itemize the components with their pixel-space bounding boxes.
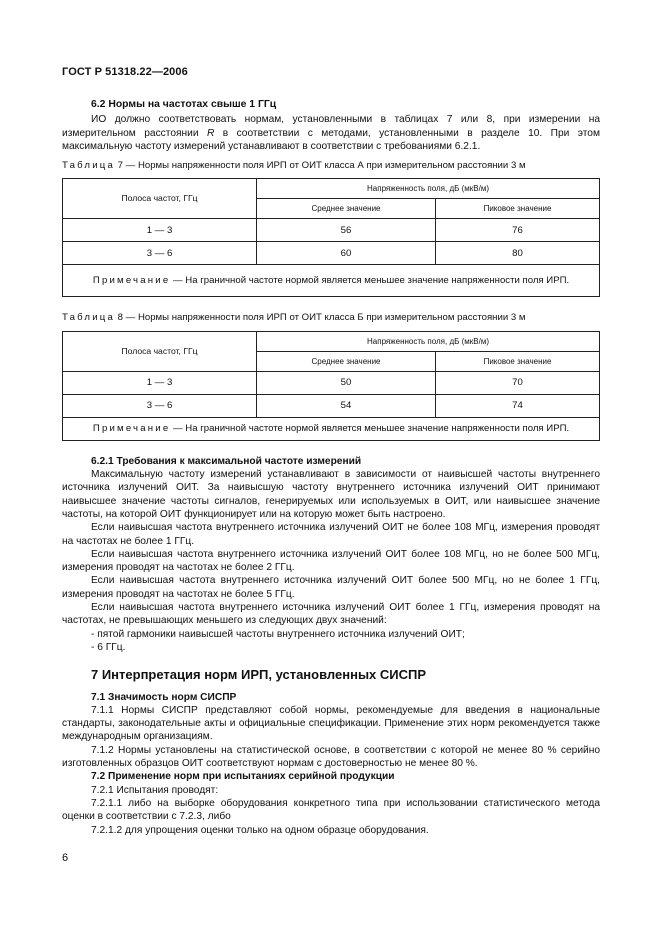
header-strength: Напряженность поля, дБ (мкВ/м) — [257, 331, 600, 351]
paragraph: Если наивысшая частота внутреннего источника излучений ОИТ более 1 ГГц, измерения проводят на частотах, не превышающих меньшего из следующих двух значений: — [62, 602, 600, 627]
table-8 — [62, 331, 600, 441]
cell-average: 56 — [257, 219, 436, 242]
note-label: Примечание — [92, 275, 171, 287]
header-peak: Пиковое значение — [436, 199, 600, 219]
cell-band: 1 — 3 — [63, 219, 257, 242]
table-title: 7 — Нормы напряженности поля ИРП от ОИТ класса А при измерительном расстоянии 3 м — [115, 160, 526, 172]
section-6-2-heading: 6.2 Нормы на частотах свыше 1 ГГц — [91, 99, 277, 110]
header-strength: Напряженность поля, дБ (мкВ/м) — [257, 179, 600, 199]
table-row — [63, 394, 600, 417]
cell-band: 1 — 3 — [63, 371, 257, 394]
paragraph: 7.1.1 Нормы СИСПР представляют собой нормы, рекомендуемые для введения в национальные стандарты, законодательные акты и официальные спецификации. Применение этих норм рекомендуется также международным организациям. — [62, 704, 600, 743]
table-7-caption — [62, 159, 600, 172]
cell-band: 3 — 6 — [63, 242, 257, 265]
table-title: 8 — Нормы напряженности поля ИРП от ОИТ класса Б при измерительном расстоянии 3 м — [115, 312, 526, 324]
paragraph-text-a: ИО должно соответствовать нормам, установленными в таблицах 7 или 8, при измерении на измерительном расстоянии — [62, 114, 600, 139]
section-7-heading: 7 Интерпретация норм ИРП, установленных СИСПР — [91, 667, 427, 683]
table-label: Таблица — [62, 312, 116, 324]
table-row — [63, 242, 600, 265]
section-6-2-1-heading: 6.2.1 Требования к максимальной частоте измерений — [91, 455, 362, 467]
table-7-note — [63, 265, 600, 297]
note-label: Примечание — [92, 423, 171, 435]
note-text: — На граничной частоте нормой является меньшее значение напряженности поля ИРП. — [170, 275, 570, 287]
paragraph: Если наивысшая частота внутреннего источника излучений ОИТ не более 108 МГц, измерения проводят на частотах не более 1 ГГц. — [62, 522, 600, 547]
cell-peak: 70 — [436, 371, 600, 394]
cell-peak: 76 — [436, 219, 600, 242]
distance-symbol: R — [206, 127, 215, 139]
paragraph: 7.2.1 Испытания проводят: — [91, 784, 219, 796]
cell-average: 54 — [257, 394, 436, 417]
note-text: — На граничной частоте нормой является меньшее значение напряженности поля ИРП. — [170, 423, 570, 435]
document-body — [62, 98, 600, 837]
table-8-note — [63, 417, 600, 440]
list-item: - 6 ГГц. — [91, 641, 126, 653]
cell-peak: 80 — [436, 242, 600, 265]
cell-band: 3 — 6 — [63, 394, 257, 417]
header-average: Среднее значение — [257, 351, 436, 371]
table-8-caption — [62, 311, 600, 324]
section-6-2-paragraph — [62, 113, 600, 153]
paragraph: Если наивысшая частота внутреннего источника излучений ОИТ более 108 МГц, но не более 500 МГц, измерения проводят на частотах не более 2 ГГц. — [62, 548, 600, 574]
paragraph: 7.1.2 Нормы установлены на статистической основе, в соответствии с которой не менее 80 % серийно изготовленных образцов ОИТ соответствуют нормам с достоверностью не менее 80 %. — [62, 744, 600, 770]
paragraph: Максимальную частоту измерений устанавливают в зависимости от наивысшей частоты внутреннего источника излучений ОИТ. За наивысшую частоту внутреннего источника излучений ОИТ принимают наивысшее значение частоты сигналов, генерируемых или используемых в ОИТ, или наивысшее значение частоты, на которой ОИТ функционирует или на которую может быть настроено. — [62, 469, 600, 520]
header-band: Полоса частот, ГГц — [63, 179, 257, 219]
cell-average: 60 — [257, 242, 436, 265]
paragraph: 7.2.1.1 либо на выборке оборудования конкретного типа при использовании статистического метода оценки в соответствии с 7.2.3, либо — [62, 797, 600, 823]
header-average: Среднее значение — [257, 199, 436, 219]
section-7-2-heading: 7.2 Применение норм при испытаниях серийной продукции — [91, 771, 395, 783]
cell-average: 50 — [257, 371, 436, 394]
table-row — [63, 371, 600, 394]
section-7-1-heading: 7.1 Значимость норм СИСПР — [91, 691, 237, 703]
cell-peak: 74 — [436, 394, 600, 417]
table-label: Таблица — [62, 160, 116, 172]
paragraph: Если наивысшая частота внутреннего источника излучений ОИТ более 500 МГц, но не более 1 ГГц, измерения проводят на частотах не более 5 ГГц. — [62, 575, 600, 600]
page-number: 6 — [62, 852, 69, 864]
paragraph-text-b: в соответствии с методами, установленными в разделе 10. При этом максимальную частоту измерений устанавливают в соответствии с требованиями 6.2.1. — [62, 127, 600, 152]
table-row — [63, 219, 600, 242]
header-band: Полоса частот, ГГц — [63, 331, 257, 371]
document-header: ГОСТ Р 51318.22—2006 — [62, 66, 188, 78]
header-peak: Пиковое значение — [436, 351, 600, 371]
paragraph: 7.2.1.2 для упрощения оценки только на одном образце оборудования. — [91, 824, 429, 836]
list-item: - пятой гармоники наивысшей частоты внутреннего источника излучений ОИТ; — [91, 628, 465, 640]
table-7 — [62, 178, 600, 297]
